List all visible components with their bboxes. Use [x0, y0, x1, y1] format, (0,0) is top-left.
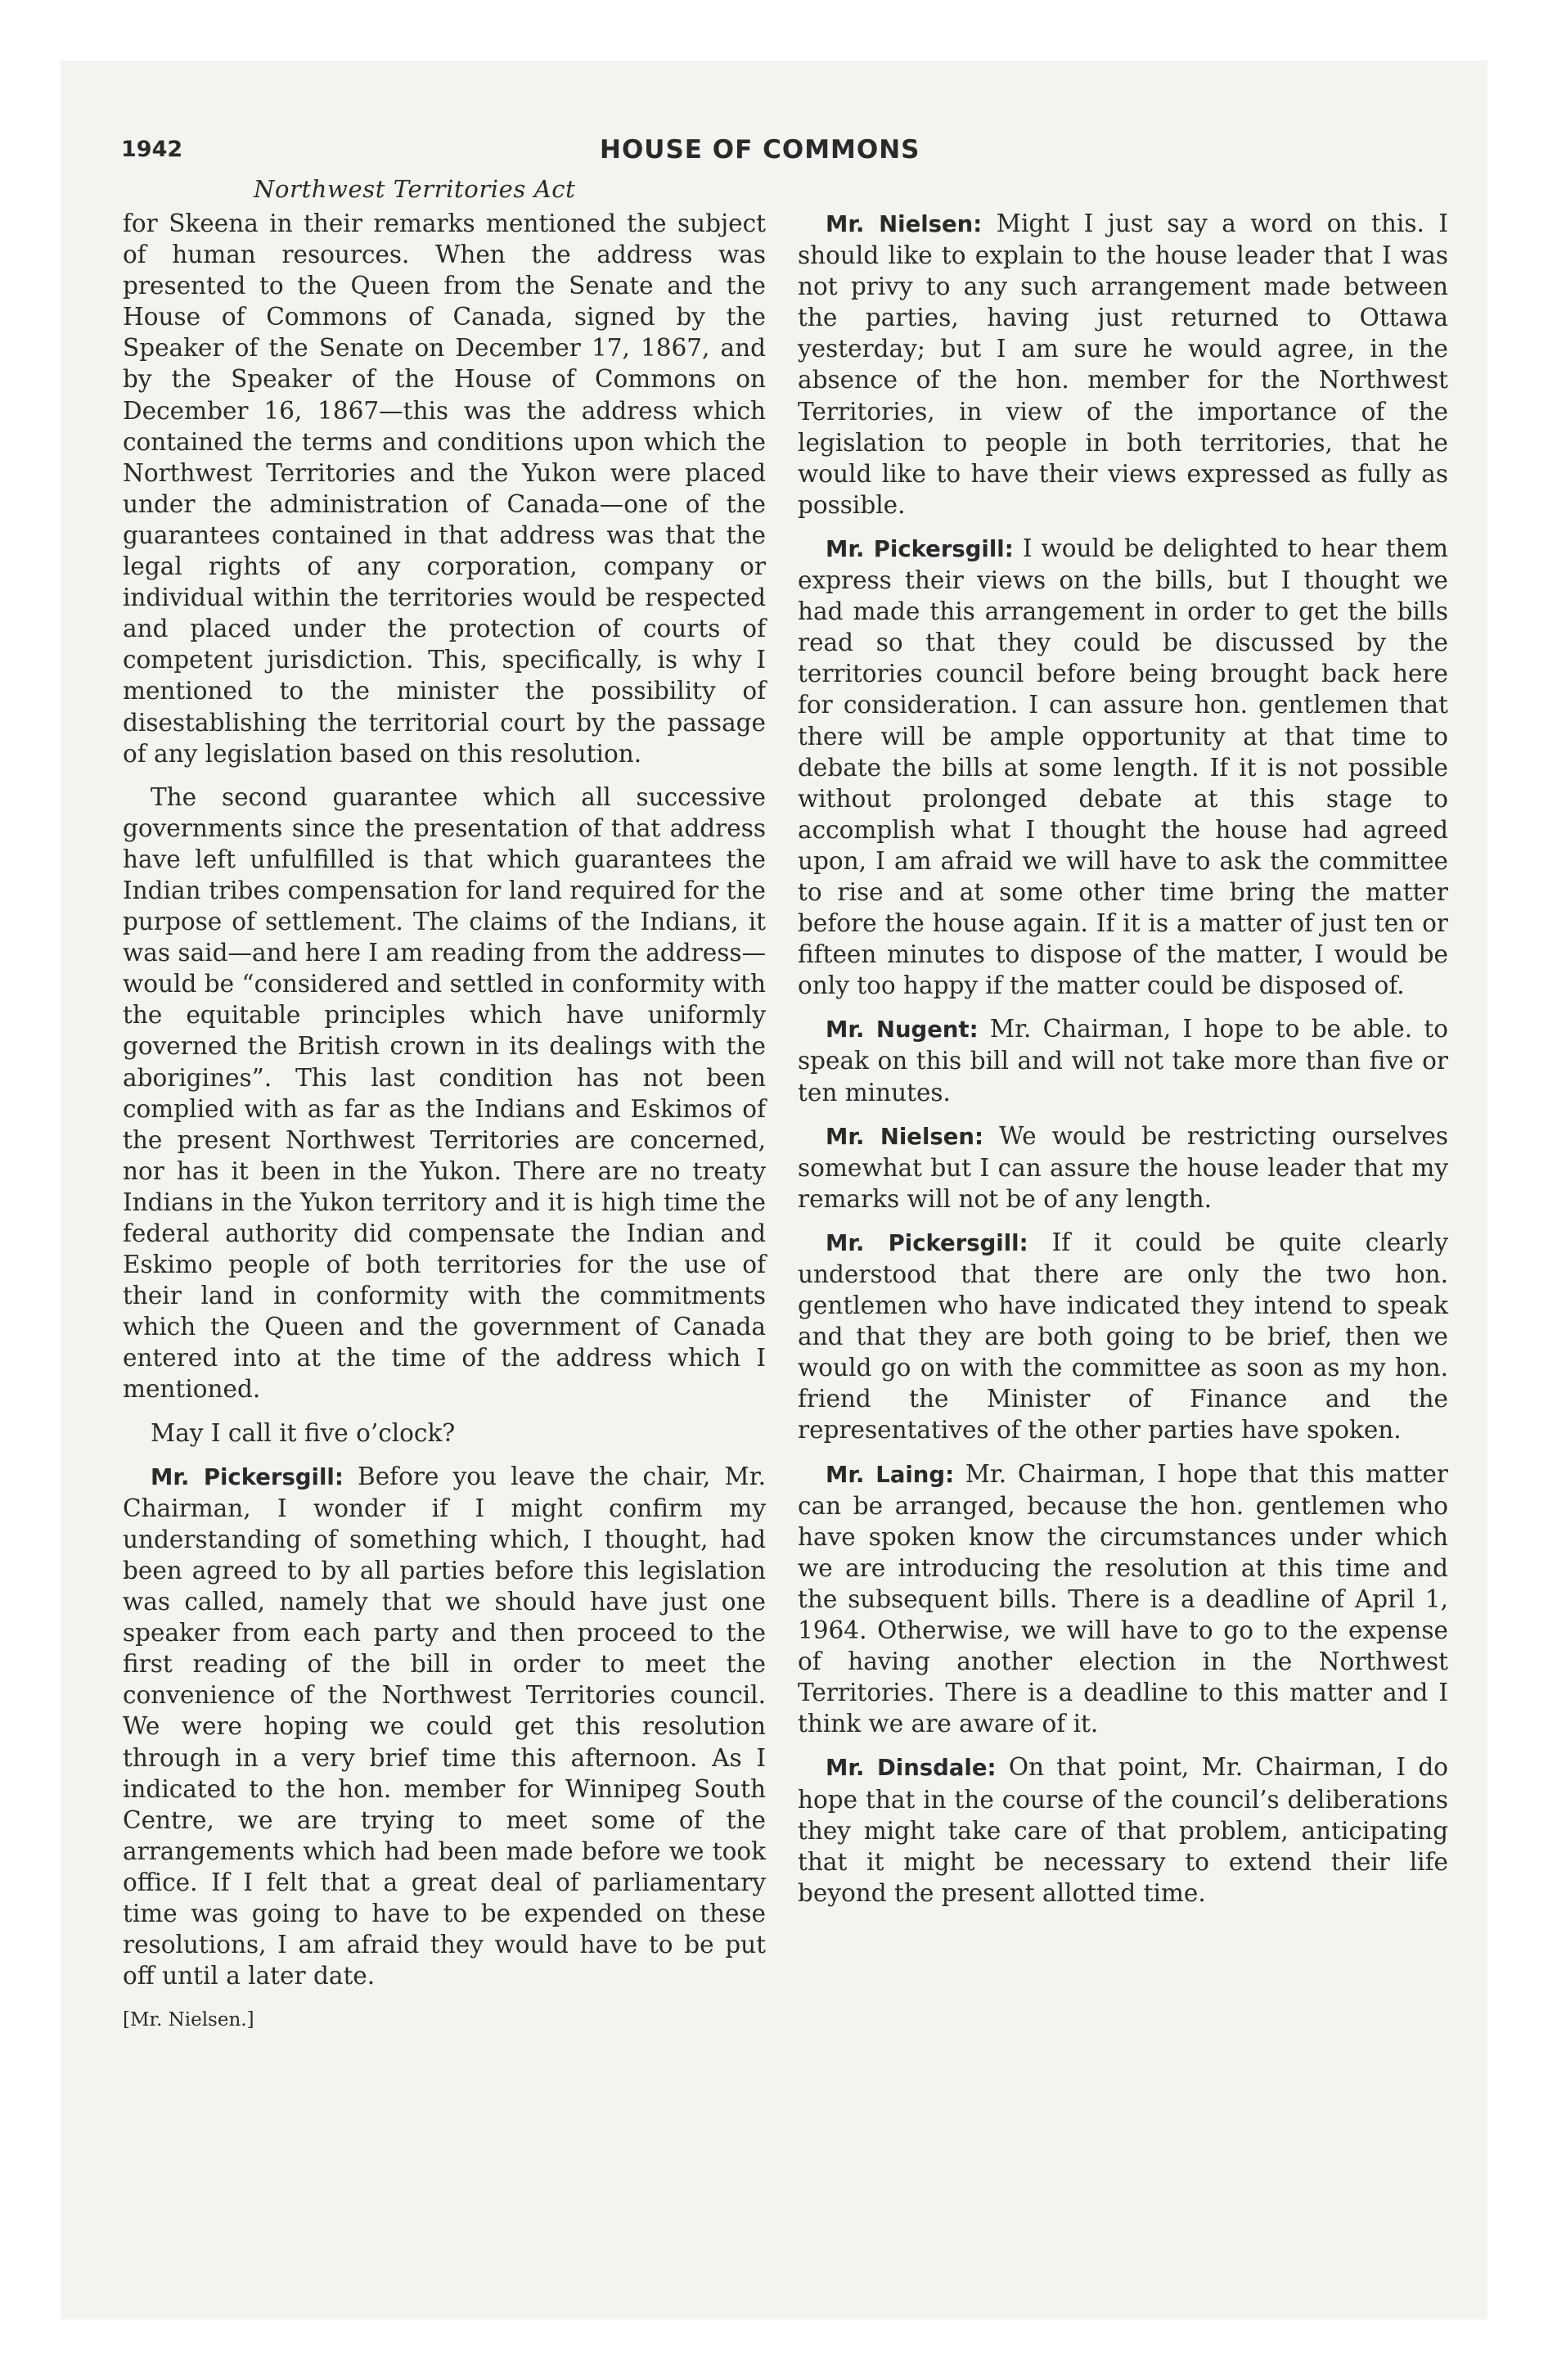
speech-paragraph [798, 208, 1448, 521]
page-header [121, 137, 1422, 169]
speaker-name: Mr. Laing: [826, 1461, 955, 1488]
left-column [123, 208, 766, 2032]
speaker-name: Mr. Pickersgill: [151, 1463, 344, 1490]
speech-paragraph [798, 1227, 1448, 1446]
speech-paragraph [798, 533, 1448, 1001]
speaker-name: Mr. Pickersgill: [826, 1229, 1028, 1256]
speech-paragraph [798, 1751, 1448, 1908]
speaker-name: Mr. Nielsen: [826, 211, 983, 237]
speaker-name: Mr. Nielsen: [826, 1123, 983, 1150]
paragraph: May I call it five o’clock? [151, 1418, 456, 1447]
speaker-name: Mr. Dinsdale: [826, 1755, 997, 1782]
journal-title: HOUSE OF COMMONS [600, 135, 920, 165]
footer-note: [Mr. Nielsen.] [123, 2009, 254, 2031]
speech-text: We would be restricting ourselves somewhat but I can assure the house leader that my remarks will not be of any length. [798, 1121, 1448, 1213]
paragraph: for Skeena in their remarks mentioned the subject of human resources. When the address was presented to the Queen from the Senate and the House of Commons of Canada, signed by the Speaker of the Senate on December 17, 1867, and by the Speaker of the House of Commons on December 16, 1867—this was the address which contained the terms and conditions upon which the Northwest Territories and the Yukon were placed under the administration of Canada—one of the guarantees contained in that address was that the legal rights of any corporation, company or individual within the territories would be respected and placed under the protection of courts of competent jurisdiction. This, specifically, is why I mentioned to the minister the possibility of disestablishing the territorial court by the passage of any legislation based on this resolution. [123, 210, 766, 768]
speech-text: Might I just say a word on this. I should like to explain to the house leader that I was not privy to any such arrangement made between the parties, having just returned to Ottawa yesterday; but I am sure he would agree, in the absence of the hon. member for the Northwest Territories, in view of the importance of the legislation to people in both territories, that he would like to have their views expressed as fully as possible. [798, 210, 1448, 519]
speech-paragraph [798, 1120, 1448, 1215]
speech-text: If it could be quite clearly understood that there are only the two hon. gentlemen who have indicated they intend to speak and that they are both going to be brief, then we would go on with the committee as soon as my hon. friend the Minister of Finance and the representatives of the other parties have spoken. [798, 1228, 1448, 1445]
speech-text: Mr. Chairman, I hope to be able. to speak on this bill and will not take more than five or ten minutes. [798, 1015, 1448, 1107]
speech-paragraph [798, 1458, 1448, 1740]
speech-paragraph [123, 1461, 766, 1992]
speaker-name: Mr. Nugent: [826, 1016, 979, 1044]
speech-text: On that point, Mr. Chairman, I do hope that in the course of the council’s deliberations they might take care of that problem, anticipating that it might be necessary to extend their life beyond the present allotted time. [798, 1753, 1448, 1907]
speech-paragraph [798, 1013, 1448, 1107]
right-column [798, 208, 1448, 1909]
speech-text: Before you leave the chair, Mr. Chairman, I wonder if I might confirm my understanding of something which, I thought, had been agreed to by all parties before this legislation was called, namely that we should have just one speaker from each party and then proceed to the first reading of the bill in order to meet the convenience of the Northwest Territories council. We were hoping we could get this resolution through in a very brief time this afternoon. As I indicated to the hon. member for Winnipeg South Centre, we are trying to meet some of the arrangements which had been made before we took office. If I felt that a great deal of parliamentary time was going to have to be expended on these resolutions, I am afraid they would have to be put off until a later date. [123, 1462, 766, 1990]
speech-text: I would be delighted to hear them express their views on the bills, but I thought we had made this arrangement in order to get the bills read so that they could be discussed by the territories council before being brought back here for consideration. I can assure hon. gentlemen that there will be ample opportunity at that time to debate the bills at some length. If it is not possible without prolonged debate at this stage to accomplish what I thought the house had agreed upon, I am afraid we will have to ask the committee to rise and at some other time bring the matter before the house again. If it is a matter of just ten or fifteen minutes to dispose of the matter, I would be only too happy if the matter could be disposed of. [798, 534, 1448, 1000]
speech-text: Mr. Chairman, I hope that this matter can be arranged, because the hon. gentlemen who have spoken know the circumstances under which we are introducing the resolution at this time and the subsequent bills. There is a deadline of April 1, 1964. Otherwise, we will have to go to the expense of having another election in the Northwest Territories. There is a deadline to this matter and I think we are aware of it. [798, 1459, 1448, 1738]
paragraph: The second guarantee which all successive governments since the presentation of that address have left unfulfilled is that which guarantees the Indian tribes compensation for land required for the purpose of settlement. The claims of the Indians, it was said—and here I am reading from the address—would be “considered and settled in conformity with the equitable principles which have uniformly governed the British crown in its dealings with the aborigines”. This last condition has not been complied with as far as the Indians and Eskimos of the present Northwest Territories are concerned, nor has it been in the Yukon. There are no treaty Indians in the Yukon territory and it is high time the federal authority did compensate the Indian and Eskimo people of both territories for the use of their land in conformity with the commitments which the Queen and the government of Canada entered into at the time of the address which I mentioned. [123, 782, 766, 1404]
page-number: 1942 [121, 137, 183, 162]
running-head: Northwest Territories Act [254, 175, 576, 203]
speaker-name: Mr. Pickersgill: [826, 535, 1014, 562]
